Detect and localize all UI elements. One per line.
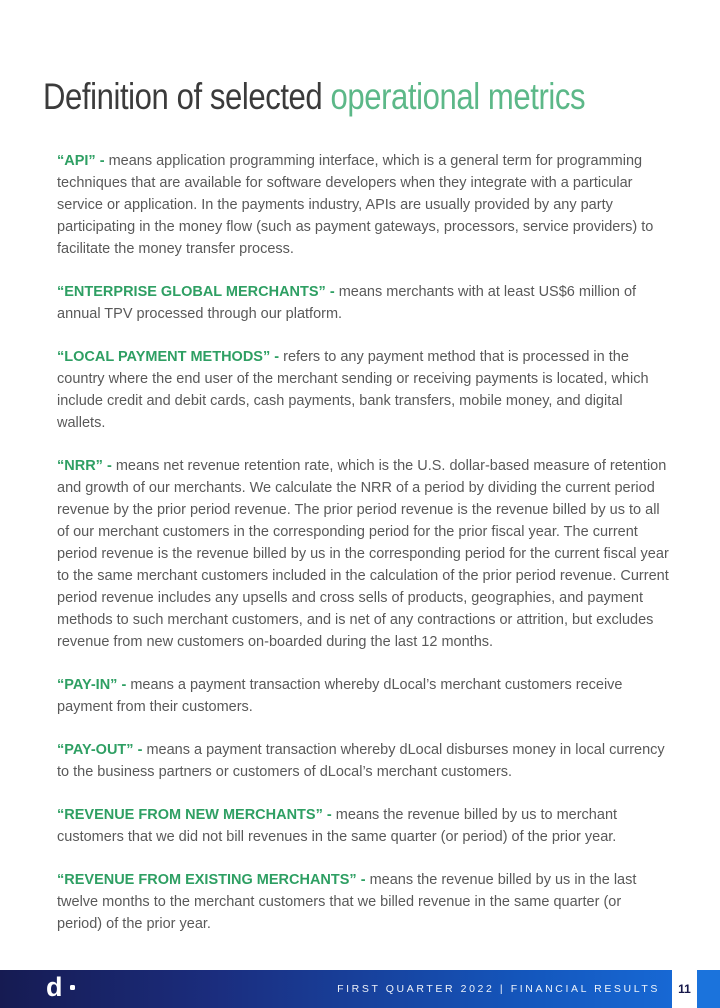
definitions-list bbox=[57, 150, 669, 956]
dlocal-logo-dot-icon bbox=[70, 985, 75, 990]
definition-item bbox=[57, 674, 669, 718]
definition-item bbox=[57, 150, 669, 260]
page-title bbox=[43, 76, 585, 118]
definition-text: means the revenue billed by us in the last twelve months to the merchant customers that we billed revenue in the same quarter (or period) of the prior year. bbox=[57, 872, 637, 932]
page-title-prefix: Definition of selected bbox=[43, 76, 323, 117]
page-title-highlight: operational metrics bbox=[330, 76, 586, 117]
footer-bar bbox=[0, 970, 720, 1008]
definition-term: “PAY-OUT” - bbox=[57, 742, 143, 758]
definition-term: “REVENUE FROM EXISTING MERCHANTS” - bbox=[57, 872, 366, 888]
dlocal-logo-letter: d bbox=[46, 972, 63, 1002]
footer-gradient-band bbox=[0, 970, 672, 1008]
definition-text: means merchants with at least US$6 million of annual TPV processed through our platform. bbox=[57, 284, 637, 322]
definition-text: means application programming interface, which is a general term for programming techniques that are available for software developers when they integrate with a particular service or application. In the payments industry, APIs are usually provided by any party participating in the money flow (such as payment gateways, processors, service providers) to facilitate the money transfer process. bbox=[57, 153, 654, 257]
definition-item bbox=[57, 739, 669, 783]
dlocal-logo bbox=[46, 972, 75, 1002]
definition-term: “ENTERPRISE GLOBAL MERCHANTS” - bbox=[57, 284, 335, 300]
definition-item bbox=[57, 804, 669, 848]
definition-text: refers to any payment method that is processed in the country where the end user of the merchant sending or receiving payments is located, which include credit and debit cards, cash payments, bank transfers, mobile money, and digital wallets. bbox=[57, 349, 649, 431]
definition-term: “LOCAL PAYMENT METHODS” - bbox=[57, 349, 280, 365]
definition-item bbox=[57, 455, 669, 653]
definition-text: means a payment transaction whereby dLocal’s merchant customers receive payment from their customers. bbox=[57, 677, 623, 715]
page-number: 11 bbox=[678, 982, 691, 996]
page-number-box bbox=[672, 970, 697, 1008]
definition-item bbox=[57, 869, 669, 935]
definition-item bbox=[57, 346, 669, 434]
definition-text: means the revenue billed by us to merchant customers that we did not bill revenues in the same quarter (or period) of the prior year. bbox=[57, 807, 618, 845]
definition-text: means a payment transaction whereby dLocal disburses money in local currency to the business partners or customers of dLocal’s merchant customers. bbox=[57, 742, 665, 780]
footer-accent-square bbox=[697, 970, 720, 1008]
definition-item bbox=[57, 281, 669, 325]
definition-term: “NRR” - bbox=[57, 458, 112, 474]
definition-term: “API” - bbox=[57, 153, 105, 169]
footer-caption: FIRST QUARTER 2022 | FINANCIAL RESULTS bbox=[337, 983, 660, 995]
definition-term: “REVENUE FROM NEW MERCHANTS” - bbox=[57, 807, 332, 823]
definition-term: “PAY-IN” - bbox=[57, 677, 127, 693]
definition-text: means net revenue retention rate, which is the U.S. dollar-based measure of retention and growth of our merchants. We calculate the NRR of a period by dividing the current period revenue by the prior period revenue. The prior period revenue is the revenue billed by us to all of our merchant customers in the corresponding period for the prior fiscal year. The current period revenue is the revenue billed by us in the corresponding period for the current fiscal year to the same merchant customers included in the calculation of the prior period revenue. Current period revenue includes any upsells and cross sells of products, geographies, and payment methods to such merchant customers, and is net of any contractions or attrition, but excludes revenue from new customers on-boarded during the last 12 months. bbox=[57, 458, 669, 650]
